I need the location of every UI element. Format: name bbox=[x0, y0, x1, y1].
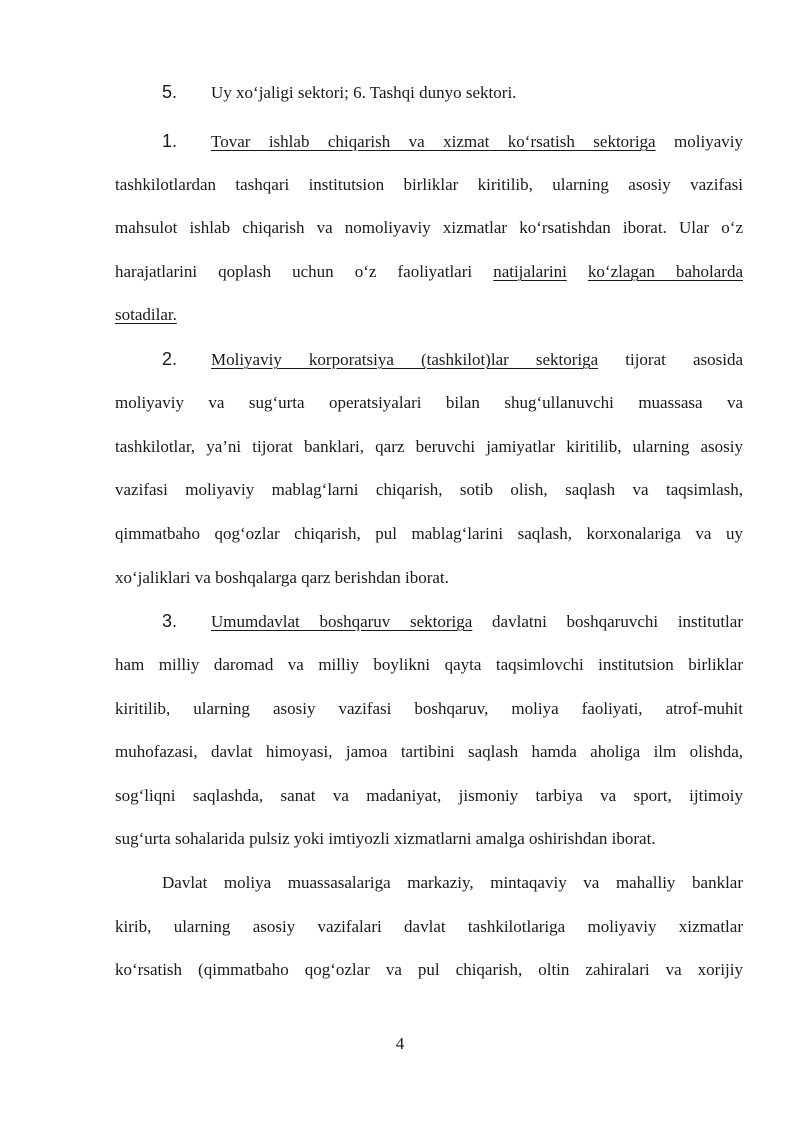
underlined-text: natijalarini bbox=[493, 262, 567, 281]
text-span: harajatlarini qoplash uchun o‘z faoliyatlari bbox=[115, 262, 473, 281]
paragraph-2-line-2: moliyaviy va sug‘urta operatsiyalari bilan shug‘ullanuvchi muassasa va bbox=[115, 393, 743, 412]
paragraph-3-line-5: sog‘liqni saqlashda, sanat va madaniyat, jismoniy tarbiya va sport, ijtimoiy bbox=[115, 786, 743, 805]
text-span: tijorat asosida bbox=[625, 350, 743, 369]
paragraph-4-line-1: Davlat moliya muassasalariga markaziy, mintaqaviy va mahalliy banklar bbox=[162, 873, 743, 892]
paragraph-2-line-3: tashkilotlar, ya’ni tijorat banklari, qarz beruvchi jamiyatlar kiritilib, ularning asosiy bbox=[115, 437, 743, 456]
paragraph-1-line-2: tashkilotlardan tashqari institutsion birliklar kiritilib, ularning asosiy vazifasi bbox=[115, 175, 743, 194]
paragraph-1-line-4 bbox=[115, 261, 743, 283]
sector-term-underlined: Tovar ishlab chiqarish va xizmat ko‘rsatish sektoriga bbox=[211, 132, 656, 151]
list-number: 5. bbox=[162, 82, 178, 102]
page-number: 4 bbox=[395, 1034, 405, 1053]
paragraph-1-line-5 bbox=[115, 304, 743, 326]
paragraph-3-line-4: muhofazasi, davlat himoyasi, jamoa tartibini saqlash hamda aholiga ilm olishda, bbox=[115, 742, 743, 761]
sector-term-underlined: Moliyaviy korporatsiya (tashkilot)lar sektoriga bbox=[211, 350, 599, 369]
paragraph-3-line-3: kiritilib, ularning asosiy vazifasi boshqaruv, moliya faoliyati, atrof-muhit bbox=[115, 699, 743, 718]
paragraph-3-line-2: ham milliy daromad va milliy boylikni qayta taqsimlovchi institutsion birliklar bbox=[115, 655, 743, 674]
paragraph-2-line-1 bbox=[162, 348, 743, 370]
sector-term-underlined: Umumdavlat boshqaruv sektoriga bbox=[211, 612, 473, 631]
text-span: moliyaviy bbox=[674, 132, 743, 151]
paragraph-4-line-3: ko‘rsatish (qimmatbaho qog‘ozlar va pul chiqarish, oltin zahiralari va xorijiy bbox=[115, 960, 743, 979]
paragraph-2-line-5: qimmatbaho qog‘ozlar chiqarish, pul mablag‘larini saqlash, korxonalariga va uy bbox=[115, 524, 743, 543]
sector-5-line bbox=[162, 81, 743, 103]
list-number: 3. bbox=[162, 611, 178, 631]
paragraph-2-line-6: xo‘jaliklari va boshqalarga qarz berishdan iborat. bbox=[115, 568, 449, 587]
text-span: davlatni boshqaruvchi institutlar bbox=[492, 612, 743, 631]
paragraph-2-line-4: vazifasi moliyaviy mablag‘larni chiqarish, sotib olish, saqlash va taqsimlash, bbox=[115, 480, 743, 499]
underlined-text: sotadilar. bbox=[115, 305, 177, 324]
paragraph-1-line-1 bbox=[162, 130, 743, 152]
list-number: 1. bbox=[162, 131, 178, 151]
underlined-text: ko‘zlagan baholarda bbox=[587, 262, 744, 281]
paragraph-3-line-1 bbox=[162, 610, 743, 632]
paragraph-1-line-3: mahsulot ishlab chiqarish va nomoliyaviy xizmatlar ko‘rsatishdan iborat. Ular o‘z bbox=[115, 218, 743, 237]
sector-5-text: Uy xo‘jaligi sektori; 6. Tashqi dunyo sektori. bbox=[211, 83, 517, 102]
list-number: 2. bbox=[162, 349, 178, 369]
paragraph-4-line-2: kirib, ularning asosiy vazifalari davlat tashkilotlariga moliyaviy xizmatlar bbox=[115, 917, 743, 936]
paragraph-3-line-6: sug‘urta sohalarida pulsiz yoki imtiyozli xizmatlarni amalga oshirishdan iborat. bbox=[115, 829, 656, 848]
